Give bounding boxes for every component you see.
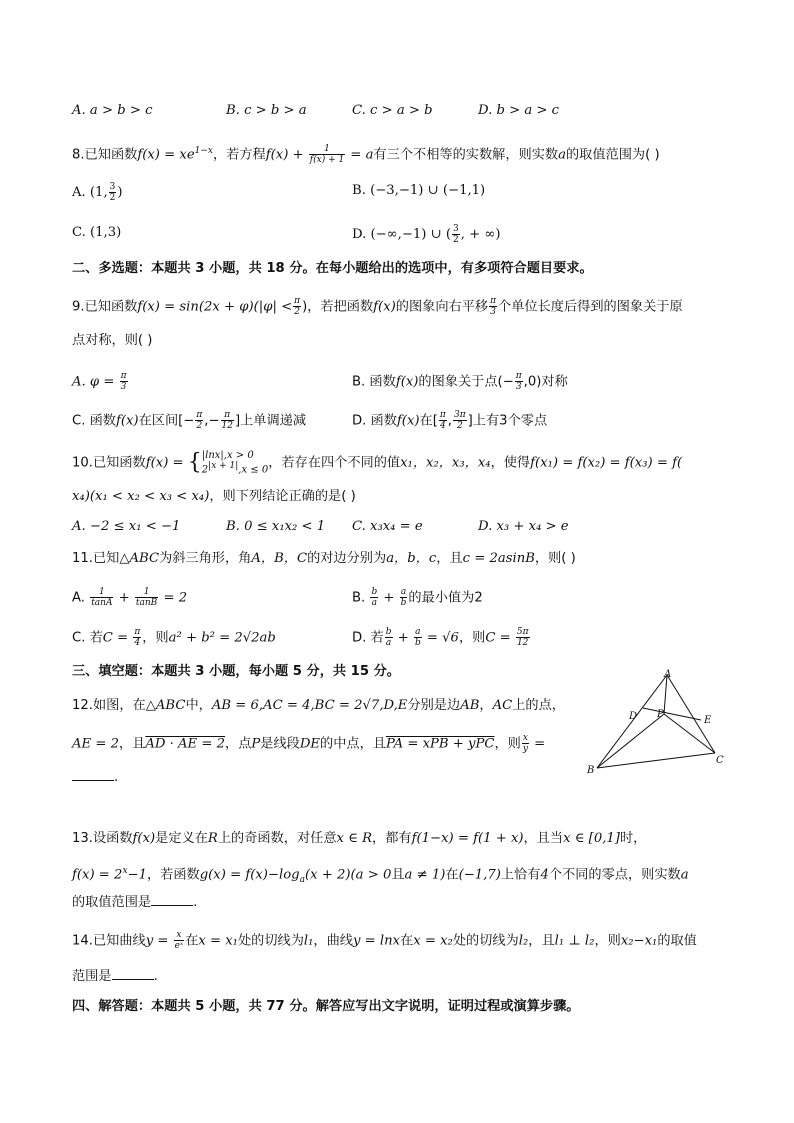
label-b: B xyxy=(587,765,595,776)
q12-stem: 12.如图，在△ABC中，AB = 6,AC = 4,BC = 2√7,D,E分别是边AB，AC上的点， xyxy=(72,698,565,713)
label-a: A xyxy=(664,669,672,680)
q12-triangle-figure xyxy=(580,665,730,780)
q13-stem: 13.设函数f(x)是定义在R上的奇函数，对任意x ∈ R，都有f(1−x) = f(1 + x)，且当x ∈ [0,1]时， xyxy=(72,831,647,846)
q10-option-b: B. 0 ≤ x₁x₂ < 1 xyxy=(226,519,326,534)
q8-option-d: D. (−∞,−1) ∪ ( $\frac{3}{2}$ , + ∞) xyxy=(352,224,501,245)
label-c: C xyxy=(716,755,724,766)
q13-answer-blank[interactable]: 的取值范围是 . xyxy=(72,895,198,910)
q11-option-b: B. $\frac{b}{a}$ + $\frac{a}{b}$ 的最小值为2 xyxy=(352,587,483,608)
q11-option-c: C. 若C = $\frac{\pi}{4}$ ，则a² + b² = 2√2ab xyxy=(72,627,276,648)
label-p: P xyxy=(657,709,664,720)
q7-option-d: D. b > a > c xyxy=(478,103,560,118)
q7-option-a: A. a > b > c xyxy=(72,103,153,118)
q9-option-c: C. 函数f(x)在区间[− $\frac{\pi}{2}$ ,− $\frac{\pi}{12}$ ]上单调递减 xyxy=(72,410,307,431)
q12-stem-line2: AE = 2，且AD · AE = 2，点P是线段DE的中点，且PA = xPB + yPC，则 $\frac{x}{y}$ = xyxy=(72,733,546,754)
q8-stem: 8.已知函数$f(x) = xe^{1-x}$，若方程f(x) + $\frac{1}{f(x) + 1}$ = a有三个不相等的实数解，则实数a的取值范围为( ) xyxy=(72,143,660,165)
q11-option-d: D. 若 $\frac{b}{a}$ + $\frac{a}{b}$ = √6，则C = $\frac{5\pi}{12}$ xyxy=(352,627,529,648)
segment-bp xyxy=(597,714,664,768)
q7-option-c: C. c > a > b xyxy=(352,103,433,118)
q8-option-c: C. (1,3) xyxy=(72,225,122,240)
q12-answer-blank[interactable]: . xyxy=(72,768,118,787)
section-2-heading: 二、多选题：本题共 3 小题，共 18 分。在每小题给出的选项中，有多项符合题目要求。 xyxy=(72,261,593,276)
q10-option-a: A. −2 ≤ x₁ < −1 xyxy=(72,519,181,534)
q14-answer-blank[interactable]: 范围是 . xyxy=(72,969,158,984)
q13-stem-line2: $f(x) = 2^x-1$，若函数$g(x) = f(x)-\log_a(x + 2)(a > 0$且a ≠ 1)在(−1,7)上恰有4个不同的零点，则实数a xyxy=(72,866,689,886)
section-3-heading: 三、填空题：本题共 3 小题，每小题 5 分，共 15 分。 xyxy=(72,664,400,679)
q9-option-b: B. 函数f(x)的图象关于点(− $\frac{\pi}{3}$ ,0)对称 xyxy=(352,371,568,392)
section-4-heading: 四、解答题：本题共 5 小题，共 77 分。解答应写出文字说明，证明过程或演算步骤。 xyxy=(72,999,580,1014)
q8-option-a: A. (1, $\frac{3}{2}$ ) xyxy=(72,182,123,203)
segment-de xyxy=(643,708,701,720)
q11-option-a: A. $\frac{1}{\tan A}$ + $\frac{1}{\tan B}$ = 2 xyxy=(72,587,188,608)
q9-option-d: D. 函数f(x)在[ $\frac{\pi}{4}$ , $\frac{3\pi}{2}$ ]上有3个零点 xyxy=(352,410,548,431)
q9-stem: 9.已知函数f(x) = sin(2x + φ)(|φ| < $\frac{\pi}{2}$ )，若把函数f(x)的图象向右平移 $\frac{\pi}{3}$ 个单位长度后得到的图象关于原 xyxy=(72,296,683,317)
q10-option-d: D. x₃ + x₄ > e xyxy=(478,519,569,534)
segment-ap xyxy=(664,675,667,714)
q11-stem: 11.已知△ABC为斜三角形，角A，B，C的对边分别为a，b，c，且c = 2asinB，则( ) xyxy=(72,551,576,566)
q9-stem-line2: 点对称，则( ) xyxy=(72,333,153,348)
q9-option-a: A. φ = $\frac{\pi}{3}$ xyxy=(72,371,127,392)
label-d: D xyxy=(629,711,638,722)
q10-option-c: C. x₃x₄ = e xyxy=(352,519,423,534)
q14-stem: 14.已知曲线y = $\frac{x}{\text{eˣ}}$ 在x = x₁处的切线为l₁，曲线y = lnx在x = x₂处的切线为l₂，且l₁ ⊥ l₂，则x₂−x₁的取值 xyxy=(72,930,697,951)
q7-option-b: B. c > b > a xyxy=(226,103,307,118)
q10-stem: 10.已知函数f(x) = { |lnx|,x > 0 $2^{|x + 1|},x \le 0$ ，若存在四个不同的值x₁，x₂，x₃，x₄，使得f(x₁) = f(x₂) = f(x₃) = f( xyxy=(72,449,683,476)
label-e: E xyxy=(704,715,712,726)
edge-bc xyxy=(597,753,715,768)
q10-stem-line2: x₄)(x₁ < x₂ < x₃ < x₄)，则下列结论正确的是( ) xyxy=(72,489,356,504)
q8-option-b: B. (−3,−1) ∪ (−1,1) xyxy=(352,183,486,198)
